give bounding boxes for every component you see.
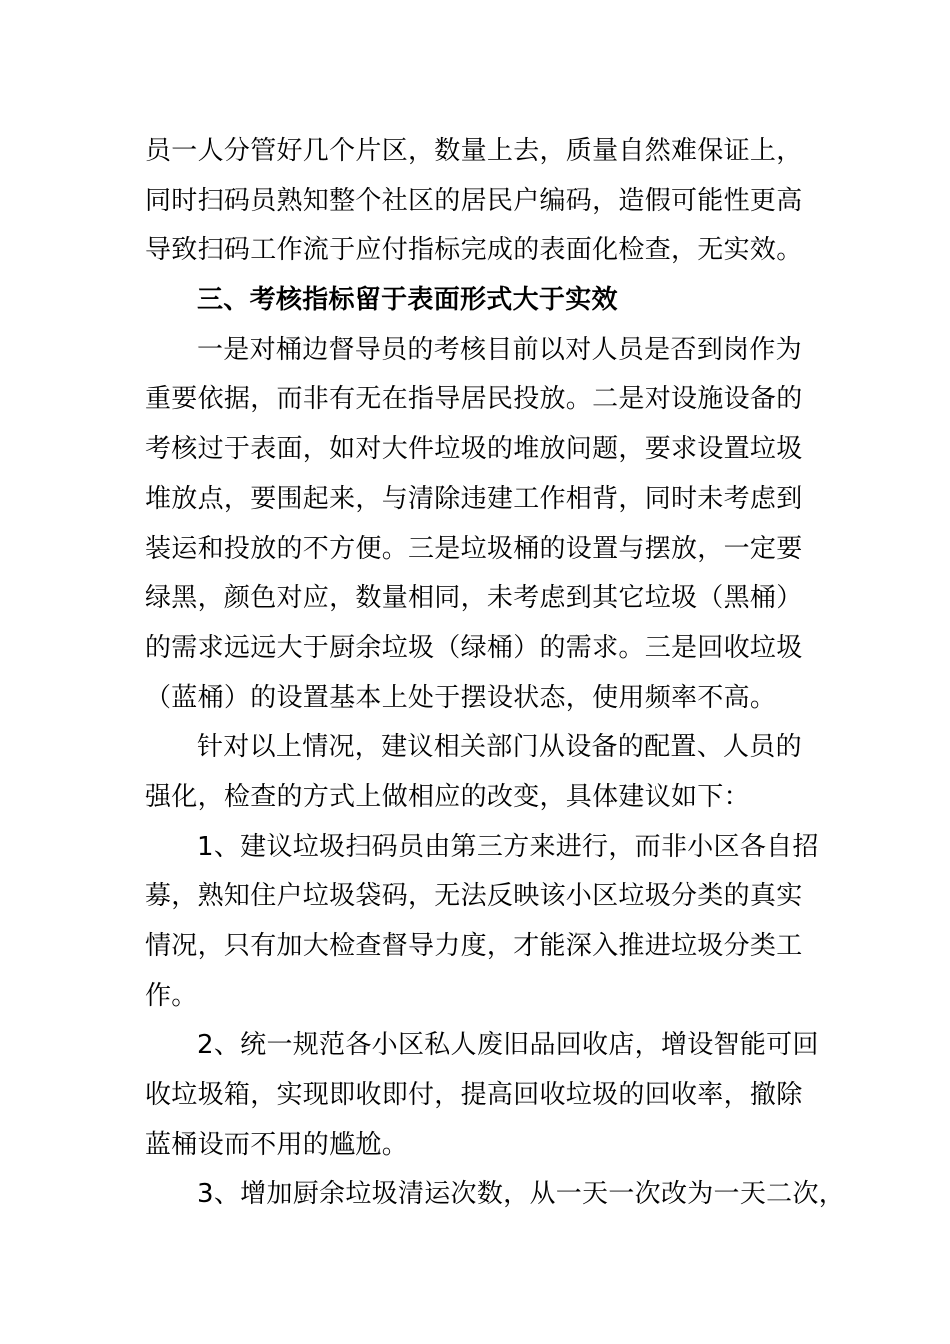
text-line: 2、统一规范各小区私人废旧品回收店，增设智能可回 [197, 1030, 819, 1061]
text-line: 一是对桶边督导员的考核目前以对人员是否到岗作为 [197, 334, 802, 365]
document-page [145, 127, 846, 1220]
text-line: （蓝桶）的设置基本上处于摆设状态，使用频率不高。 [145, 682, 777, 713]
text-line: 的需求远远大于厨余垃圾（绿桶）的需求。三是回收垃圾 [145, 632, 803, 663]
text-line: 考核过于表面，如对大件垃圾的堆放问题，要求设置垃圾 [145, 434, 803, 465]
text-line: 针对以上情况，建议相关部门从设备的配置、人员的 [197, 732, 802, 763]
text-line: 绿黑，颜色对应，数量相同，未考虑到其它垃圾（黑桶） [145, 583, 803, 614]
text-line: 装运和投放的不方便。三是垃圾桶的设置与摆放，一定要 [145, 533, 803, 564]
text-line: 堆放点，要围起来，与清除违建工作相背，同时未考虑到 [145, 483, 803, 514]
text-line: 导致扫码工作流于应付指标完成的表面化检查，无实效。 [145, 235, 803, 266]
text-line: 员一人分管好几个片区，数量上去，质量自然难保证上， [145, 136, 803, 166]
section-heading: 三、考核指标留于表面形式大于实效 [197, 285, 618, 316]
text-line: 收垃圾箱，实现即收即付，提高回收垃圾的回收率，撤除 [145, 1080, 803, 1111]
text-line: 重要依据，而非有无在指导居民投放。二是对设施设备的 [145, 384, 803, 415]
text-line: 1、建议垃圾扫码员由第三方来进行，而非小区各自招 [197, 831, 819, 862]
text-line: 强化，检查的方式上做相应的改变，具体建议如下： [145, 781, 750, 812]
text-line: 作。 [145, 980, 198, 1011]
text-line: 同时扫码员熟知整个社区的居民户编码，造假可能性更高 [145, 185, 803, 216]
text-line: 募，熟知住户垃圾袋码，无法反映该小区垃圾分类的真实 [145, 881, 803, 912]
text-line: 3、增加厨余垃圾清运次数，从一天一次改为一天二次， [197, 1179, 846, 1210]
text-line: 情况，只有加大检查督导力度，才能深入推进垃圾分类工 [145, 931, 803, 961]
text-line: 蓝桶设而不用的尴尬。 [145, 1129, 409, 1160]
